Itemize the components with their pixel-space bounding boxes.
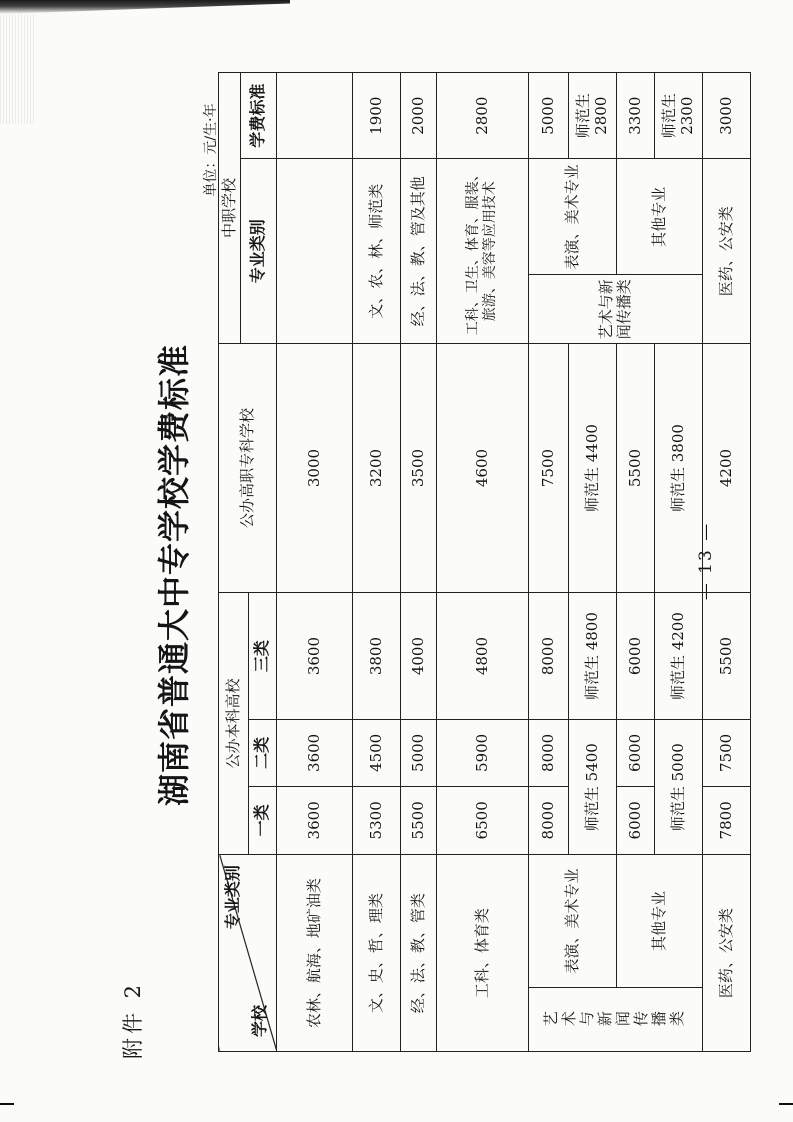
category-cell: 医药、公安类 bbox=[702, 855, 750, 1052]
fee-cell: 4000 bbox=[400, 592, 436, 719]
category-cell: 文、史、哲、理类 bbox=[352, 855, 400, 1052]
table-row bbox=[352, 73, 400, 1052]
table-row bbox=[528, 73, 568, 1052]
art-group-label: 艺术与新闻传播类 bbox=[543, 1010, 688, 1029]
diagonal-header-top: 专业类别 bbox=[223, 865, 242, 930]
univ-col3-header: 三类 bbox=[248, 592, 276, 719]
fee-cell: 4200 bbox=[702, 344, 750, 593]
document-title: 湖南省普通大中专学校学费标准 bbox=[155, 343, 193, 807]
sec-category-cell: 文、农、林、师范类 bbox=[352, 159, 400, 344]
art-group-cell bbox=[528, 987, 702, 1051]
fee-cell: 3300 bbox=[616, 73, 654, 159]
fee-cell: 3600 bbox=[276, 786, 352, 855]
fee-cell: 8000 bbox=[528, 592, 568, 719]
fee-cell: 5500 bbox=[400, 786, 436, 855]
edge-mark bbox=[0, 1103, 14, 1105]
sec-category-cell bbox=[276, 159, 352, 344]
fee-cell: 5300 bbox=[352, 786, 400, 855]
fee-cell: 6500 bbox=[436, 786, 528, 855]
fee-table-wrapper bbox=[218, 72, 735, 1052]
teacher-fee-cell: 师范生 4800 bbox=[568, 592, 616, 719]
scan-noise bbox=[0, 14, 36, 124]
fee-cell: 3000 bbox=[702, 73, 750, 159]
univ-col2-header: 二类 bbox=[248, 720, 276, 786]
secondary-fee-header: 学费标准 bbox=[240, 73, 276, 159]
teacher-fee-cell: 师范生 3800 bbox=[654, 344, 702, 593]
table-row bbox=[436, 73, 528, 1052]
teacher-fee-cell: 师范生 2300 bbox=[654, 73, 702, 159]
sec-category-cell: 医药、公安类 bbox=[702, 159, 750, 344]
category-cell: 工科、体育类 bbox=[436, 855, 528, 1052]
fee-cell: 5500 bbox=[616, 344, 654, 593]
fee-cell: 6000 bbox=[616, 592, 654, 719]
fee-cell: 4500 bbox=[352, 720, 400, 786]
table-row bbox=[276, 73, 352, 1052]
fee-cell: 4600 bbox=[436, 344, 528, 593]
fee-cell: 1900 bbox=[352, 73, 400, 159]
edge-mark bbox=[779, 1103, 793, 1105]
fee-cell: 5900 bbox=[436, 720, 528, 786]
fee-cell: 7500 bbox=[528, 344, 568, 593]
univ-col1-header: 一类 bbox=[248, 786, 276, 855]
sec-art-group-cell: 艺术与新闻传播类 bbox=[528, 275, 702, 344]
fee-cell: 2000 bbox=[400, 73, 436, 159]
teacher-fee-cell: 师范生 4400 bbox=[568, 344, 616, 593]
fee-cell: 6000 bbox=[616, 720, 654, 786]
diagonal-header-cell bbox=[219, 855, 277, 1052]
category-cell: 农林、航海、地矿油类 bbox=[276, 855, 352, 1052]
teacher-fee-cell: 师范生 2800 bbox=[568, 73, 616, 159]
diagonal-header-bottom: 学校 bbox=[249, 1004, 269, 1037]
sec-category-cell: 其他专业 bbox=[616, 159, 702, 275]
scan-shadow bbox=[0, 0, 290, 14]
attachment-label: 附件 2 bbox=[121, 980, 145, 1060]
college-header: 公办高职专科学校 bbox=[219, 344, 277, 593]
fee-cell: 3600 bbox=[276, 720, 352, 786]
fee-cell: 8000 bbox=[528, 786, 568, 855]
sec-category-cell: 工科、卫生、体育、服装、旅游、美容等应用技术 bbox=[436, 159, 528, 344]
table-row bbox=[702, 73, 750, 1052]
fee-cell: 4800 bbox=[436, 592, 528, 719]
teacher-fee-cell: 师范生 5000 bbox=[654, 720, 702, 855]
fee-cell: 3500 bbox=[400, 344, 436, 593]
fee-cell: 3800 bbox=[352, 592, 400, 719]
fee-cell: 8000 bbox=[528, 720, 568, 786]
univ-group-header: 公办本科高校 bbox=[219, 592, 249, 854]
fee-cell: 2800 bbox=[436, 73, 528, 159]
secondary-group-header: 中职学校 bbox=[219, 73, 241, 344]
fee-cell: 7500 bbox=[702, 720, 750, 786]
fee-cell: 7800 bbox=[702, 786, 750, 855]
fee-cell: 5000 bbox=[400, 720, 436, 786]
fee-cell: 3200 bbox=[352, 344, 400, 593]
teacher-fee-cell: 师范生 4200 bbox=[654, 592, 702, 719]
sec-category-cell: 经、法、教、管及其他 bbox=[400, 159, 436, 344]
category-cell: 经、法、教、管类 bbox=[400, 855, 436, 1052]
fee-cell: 6000 bbox=[616, 786, 654, 855]
fee-cell: 5500 bbox=[702, 592, 750, 719]
unit-note: 单位：元/生·年 bbox=[203, 103, 219, 197]
header-row-1 bbox=[219, 73, 241, 1052]
sec-category-cell: 表演、美术专业 bbox=[528, 159, 616, 275]
category-cell: 其他专业 bbox=[616, 855, 702, 988]
page-number: — 13 — bbox=[696, 521, 716, 601]
teacher-fee-cell: 师范生 5400 bbox=[568, 720, 616, 855]
fee-cell: 5000 bbox=[528, 73, 568, 159]
fee-cell: 3600 bbox=[276, 592, 352, 719]
fee-cell bbox=[276, 73, 352, 159]
secondary-category-header: 专业类别 bbox=[240, 159, 276, 344]
category-cell: 表演、美术专业 bbox=[528, 855, 616, 988]
table-row bbox=[400, 73, 436, 1052]
table-row bbox=[616, 73, 654, 1052]
fee-cell: 3000 bbox=[276, 344, 352, 593]
fee-table bbox=[218, 72, 751, 1052]
